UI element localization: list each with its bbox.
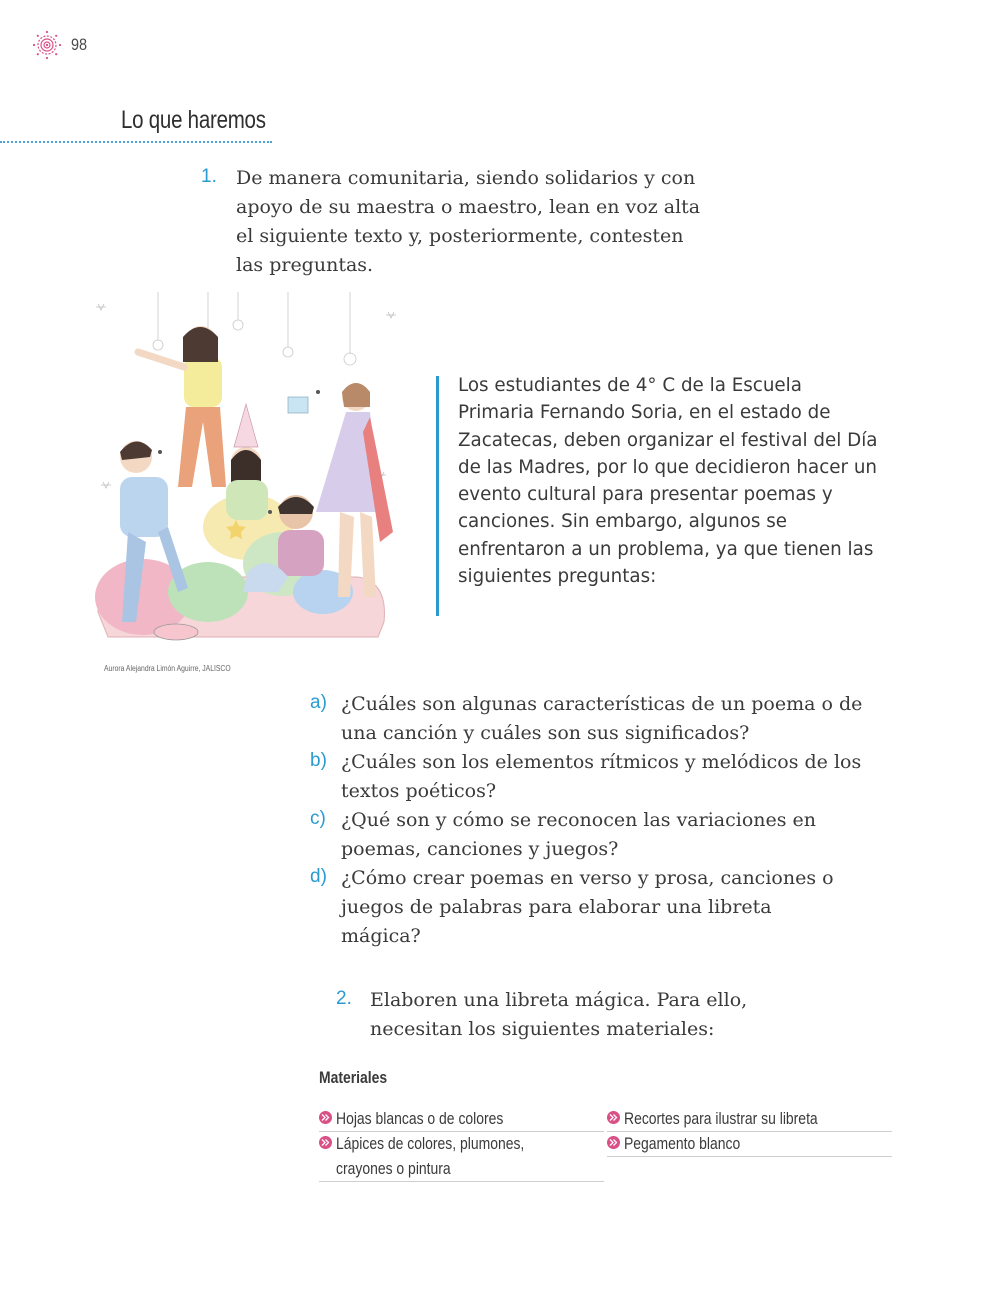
question-c-letter: c): [310, 808, 326, 829]
material-label: Hojas blancas o de colores: [336, 1109, 504, 1128]
item-1-number: 1.: [201, 166, 217, 187]
chevron-right-icon: [319, 1136, 332, 1149]
section-title: Lo que haremos: [121, 106, 266, 134]
material-label: Recortes para ilustrar su libreta: [624, 1109, 818, 1128]
item-1-instruction: De manera comunitaria, siendo solidarios y con apoyo de su maestra o maestro, lean en voz alta el siguiente texto y, posteriormente, contesten las preguntas.: [236, 167, 701, 276]
material-item: [319, 1131, 604, 1182]
question-c-text: ¿Qué son y cómo se reconocen las variaciones en poemas, canciones y juegos?: [341, 809, 817, 860]
material-item: [319, 1106, 604, 1132]
children-festival-illustration: [88, 292, 412, 672]
page-number: 98: [71, 35, 88, 54]
question-b-letter: b): [310, 750, 327, 771]
section-title-underline: [0, 141, 272, 143]
chevron-right-icon: [607, 1136, 620, 1149]
material-label: Pegamento blanco: [624, 1134, 741, 1153]
question-d-letter: d): [310, 866, 327, 887]
question-a-letter: a): [310, 692, 327, 713]
material-item: [607, 1106, 892, 1132]
material-item: [607, 1131, 892, 1157]
sun-rosette-icon: [32, 30, 62, 60]
material-label: Lápices de colores, plumones,: [336, 1134, 525, 1153]
question-a-text: ¿Cuáles son algunas características de un poema o de una canción y cuáles son sus significados?: [341, 693, 863, 744]
chevron-right-icon: [607, 1111, 620, 1124]
materials-title: Materiales: [319, 1068, 388, 1087]
illustration-credit: Aurora Alejandra Limón Aguirre, JALISCO: [104, 664, 231, 673]
chevron-right-icon: [319, 1111, 332, 1124]
question-b-text: ¿Cuáles son los elementos rítmicos y melódicos de los textos poéticos?: [341, 751, 862, 802]
item-2-instruction: Elaboren una libreta mágica. Para ello, necesitan los siguientes materiales:: [370, 989, 748, 1040]
item-2-number: 2.: [336, 988, 352, 1009]
material-label-continued: crayones o pintura: [336, 1159, 451, 1178]
info-box-accent-bar: [436, 376, 439, 616]
info-box-text: Los estudiantes de 4° C de la Escuela Primaria Fernando Soria, en el estado de Zacatecas, deben organizar el festival del Día de las Madres, por lo que decidieron hacer un evento cultural para presentar poemas y canciones. Sin embargo, algunos se enfrentaron a un problema, ya que tienen las siguientes preguntas:: [458, 375, 878, 588]
question-d-text: ¿Cómo crear poemas en verso y prosa, canciones o juegos de palabras para elaborar una libreta mágica?: [341, 867, 834, 947]
